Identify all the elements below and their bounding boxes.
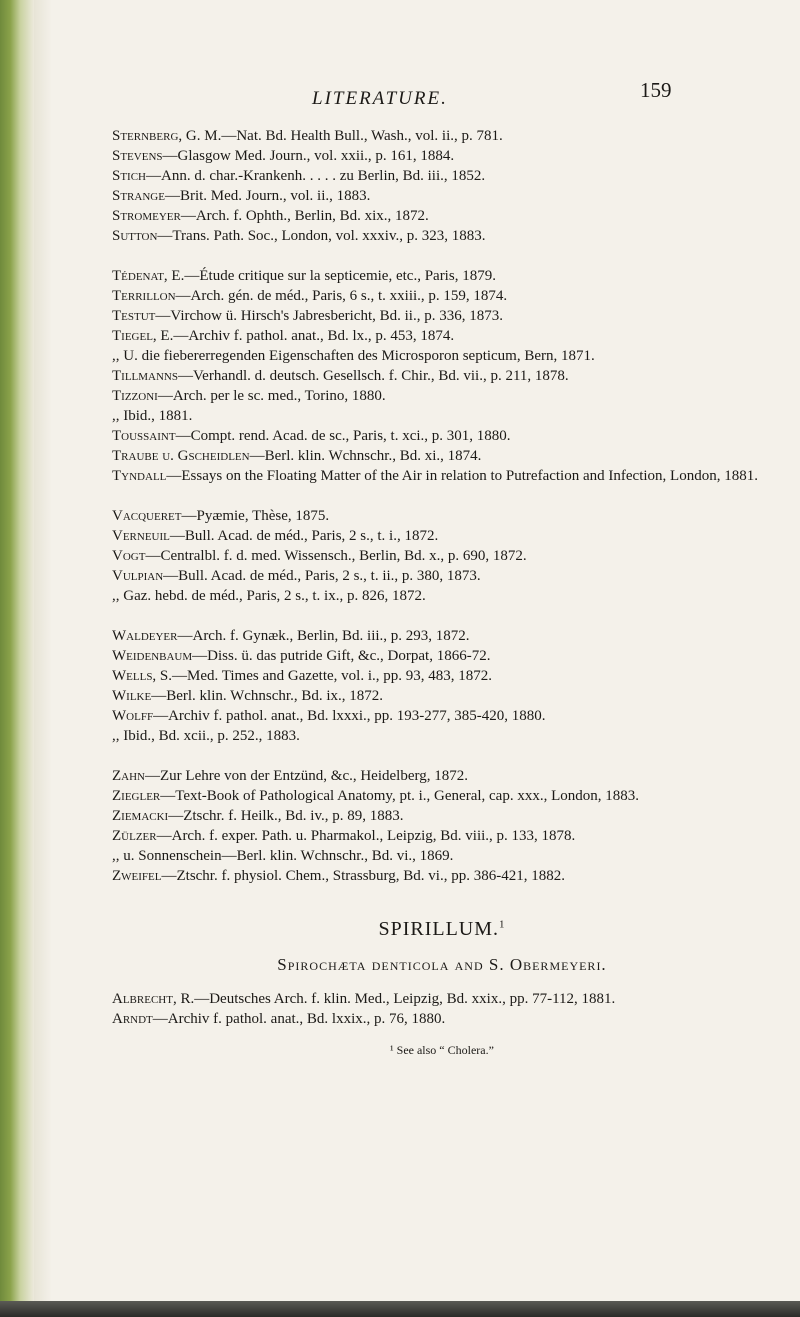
page-gutter [34,0,52,1317]
bibliography-entry [112,306,772,326]
entry-citation: —Archiv f. pathol. anat., Bd. lxxix., p. 76, 1880. [152,1011,446,1027]
section-entries [112,989,772,1029]
entry-author: Wilke [112,688,152,704]
bibliography-entry [112,706,772,726]
page-header [112,70,772,126]
bibliography-entry [112,266,772,286]
bibliography-entry [112,989,772,1009]
entry-author: Weidenbaum [112,648,193,664]
entry-author: Zülzer [112,828,157,844]
bibliography-entry [112,186,772,206]
entry-citation: —Essays on the Floating Matter of the Air in relation to Putrefaction and Infection, London, 1881. [166,468,758,484]
bibliography-entry [112,426,772,446]
bibliography-entry [112,566,772,586]
entry-author: Ziegler [112,788,161,804]
entry-author: Stevens [112,148,163,164]
entry-citation: —Arch. gén. de méd., Paris, 6 s., t. xxiii., p. 159, 1874. [175,288,508,304]
entry-author: Wells, S. [112,668,173,684]
bibliography-entry [112,646,772,666]
entry-author: Tiegel, E. [112,328,174,344]
entry-author: Wolff [112,708,154,724]
bibliography-entry [112,586,772,606]
entry-author: Stromeyer [112,208,181,224]
bibliography-entry [112,146,772,166]
section-title [112,918,772,941]
bibliography-entry [112,286,772,306]
entry-citation: —Berl. klin. Wchnschr., Bd. ix., 1872. [151,688,383,704]
bibliography-entry [112,786,772,806]
entry-group [112,266,772,486]
bibliography-entry [112,546,772,566]
entry-author: Tillmanns [112,368,178,384]
entry-citation: —Nat. Bd. Health Bull., Wash., vol. ii., p. 781. [221,128,503,144]
entry-author: Zahn [112,768,145,784]
bibliography-entry [112,846,772,866]
entry-citation: —Bull. Acad. de méd., Paris, 2 s., t. i., 1872. [169,528,439,544]
entry-author: Albrecht, R. [112,991,195,1007]
bibliography-entry [112,766,772,786]
page [112,70,772,1058]
entry-citation: —Ztschr. f. Heilk., Bd. iv., p. 89, 1883. [168,808,404,824]
scan-bottom-edge [0,1301,800,1317]
entry-citation: —Arch. f. Gynæk., Berlin, Bd. iii., p. 293, 1872. [177,628,470,644]
entry-group [112,506,772,606]
bibliography-entry [112,206,772,226]
bibliography-entry [112,466,772,486]
entry-citation: ,, U. die fiebererregenden Eigenschaften des Microsporon septicum, Bern, 1871. [112,348,595,364]
page-number: 159 [640,78,672,102]
entry-citation: ,, Gaz. hebd. de méd., Paris, 2 s., t. ix., p. 826, 1872. [112,588,426,604]
entry-citation: —Ann. d. char.-Krankenh. . . . . zu Berlin, Bd. iii., 1852. [146,168,486,184]
entry-author: Vulpian [112,568,164,584]
entry-citation: —Bull. Acad. de méd., Paris, 2 s., t. ii., p. 380, 1873. [163,568,481,584]
footnote-marker: 1 [499,918,506,931]
bibliography-entry [112,346,772,366]
bibliography-entry [112,806,772,826]
bibliography-entry [112,226,772,246]
entry-author: Strange [112,188,165,204]
entry-author: Vacqueret [112,508,182,524]
bibliography-entry [112,686,772,706]
entry-citation: ,, Ibid., 1881. [112,408,193,424]
entry-citation: —Trans. Path. Soc., London, vol. xxxiv., p. 323, 1883. [157,228,486,244]
entry-citation: —Archiv f. pathol. anat., Bd. lxxxi., pp. 193-277, 385-420, 1880. [153,708,546,724]
bibliography-entry [112,866,772,886]
entry-author: Sutton [112,228,158,244]
entry-citation: —Virchow ü. Hirsch's Jabresbericht, Bd. ii., p. 336, 1873. [155,308,503,324]
bibliography-entry [112,406,772,426]
entry-author: Waldeyer [112,628,178,644]
entry-citation: —Deutsches Arch. f. klin. Med., Leipzig, Bd. xxix., pp. 77-112, 1881. [194,991,616,1007]
entry-author: Sternberg, G. M. [112,128,222,144]
entry-citation: —Brit. Med. Journ., vol. ii., 1883. [164,188,371,204]
entry-group [112,126,772,246]
entry-citation: —Étude critique sur la septicemie, etc., Paris, 1879. [184,268,496,284]
entry-citation: —Med. Times and Gazette, vol. i., pp. 93, 483, 1872. [172,668,493,684]
bibliography-entry [112,826,772,846]
bibliography-entry [112,386,772,406]
bibliography-entry [112,366,772,386]
bibliography-entry [112,166,772,186]
entry-citation: —Zur Lehre von der Entzünd, &c., Heidelberg, 1872. [145,768,468,784]
entry-author: Terrillon [112,288,176,304]
entry-citation: ,, Ibid., Bd. xcii., p. 252., 1883. [112,728,300,744]
entry-citation: —Compt. rend. Acad. de sc., Paris, t. xci., p. 301, 1880. [175,428,511,444]
entry-author: Zweifel [112,868,162,884]
entry-citation: —Glasgow Med. Journ., vol. xxii., p. 161, 1884. [162,148,455,164]
entry-citation: ,, u. Sonnenschein—Berl. klin. Wchnschr., Bd. vi., 1869. [112,848,454,864]
entry-group [112,766,772,886]
entry-citation: —Diss. ü. das putride Gift, &c., Dorpat, 1866-72. [192,648,491,664]
entry-citation: —Arch. f. Ophth., Berlin, Bd. xix., 1872. [180,208,429,224]
bibliography-entry [112,626,772,646]
running-head: LITERATURE. [312,88,448,109]
entry-group [112,626,772,746]
bibliography-entry [112,126,772,146]
entry-author: Verneuil [112,528,170,544]
bibliography-entry [112,726,772,746]
entry-author: Tédenat, E. [112,268,185,284]
entry-citation: —Berl. klin. Wchnschr., Bd. xi., 1874. [249,448,482,464]
entry-citation: —Arch. per le sc. med., Torino, 1880. [157,388,386,404]
entry-author: Testut [112,308,156,324]
entry-citation: —Pyæmie, Thèse, 1875. [181,508,330,524]
entry-citation: —Text-Book of Pathological Anatomy, pt. i., General, cap. xxx., London, 1883. [160,788,639,804]
book-spine-edge [0,0,34,1317]
entry-author: Vogt [112,548,146,564]
bibliography-entry [112,326,772,346]
section-title-text: SPIRILLUM. [378,918,500,940]
bibliography-entry [112,506,772,526]
bibliography-list [112,126,772,886]
bibliography-entry [112,446,772,466]
bibliography-entry [112,526,772,546]
entry-citation: —Verhandl. d. deutsch. Gesellsch. f. Chir., Bd. vii., p. 211, 1878. [178,368,569,384]
entry-author: Ziemacki [112,808,169,824]
bibliography-entry [112,1009,772,1029]
entry-citation: —Archiv f. pathol. anat., Bd. lx., p. 453, 1874. [173,328,455,344]
entry-author: Tizzoni [112,388,158,404]
entry-author: Traube u. Gscheidlen [112,448,250,464]
entry-citation: —Centralbl. f. d. med. Wissensch., Berlin, Bd. x., p. 690, 1872. [145,548,527,564]
entry-author: Tyndall [112,468,167,484]
entry-citation: —Ztschr. f. physiol. Chem., Strassburg, Bd. vi., pp. 386-421, 1882. [161,868,565,884]
entry-citation: —Arch. f. exper. Path. u. Pharmakol., Leipzig, Bd. viii., p. 133, 1878. [156,828,576,844]
footnote: ¹ See also “ Cholera.” [390,1043,494,1057]
section-subtitle: Spirochæta denticola and S. Obermeyeri. [277,955,607,974]
entry-author: Toussaint [112,428,176,444]
entry-author: Arndt [112,1011,153,1027]
entry-author: Stich [112,168,147,184]
bibliography-entry [112,666,772,686]
